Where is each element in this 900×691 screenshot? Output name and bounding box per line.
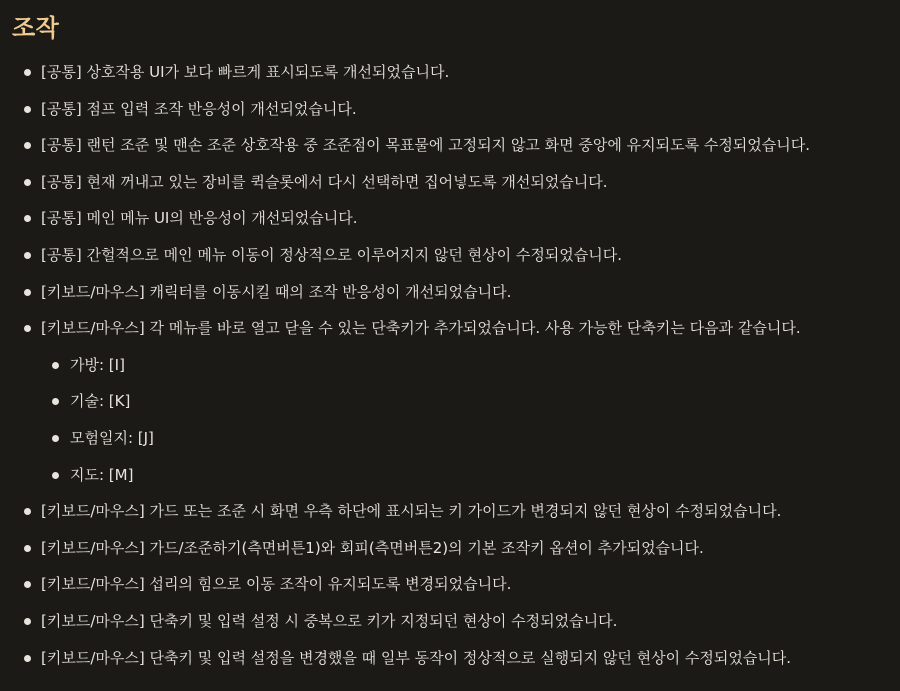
patch-notes-list xyxy=(0,54,900,676)
shortcut-list xyxy=(0,347,900,493)
list-item: [키보드/마우스] 단축키 및 입력 설정 시 중복으로 키가 지정되던 현상이 수정되었습니다. xyxy=(0,603,900,640)
list-item: [키보드/마우스] 가드 또는 조준 시 화면 우측 하단에 표시되는 키 가이드가 변경되지 않던 현상이 수정되었습니다. xyxy=(0,493,900,530)
list-item: [키보드/마우스] 캐릭터를 이동시킬 때의 조작 반응성이 개선되었습니다. xyxy=(0,274,900,311)
section-heading: 조작 xyxy=(12,14,60,42)
list-item: [공통] 메인 메뉴 UI의 반응성이 개선되었습니다. xyxy=(0,200,900,237)
list-item: [공통] 현재 꺼내고 있는 장비를 퀵슬롯에서 다시 선택하면 집어넣도록 개선되었습니다. xyxy=(0,164,900,201)
shortcut-item: 모험일지: [J] xyxy=(0,420,900,457)
list-item: [공통] 간헐적으로 메인 메뉴 이동이 정상적으로 이루어지지 않던 현상이 수정되었습니다. xyxy=(0,237,900,274)
shortcut-item: 기술: [K] xyxy=(0,383,900,420)
list-item: [공통] 상호작용 UI가 보다 빠르게 표시되도록 개선되었습니다. xyxy=(0,54,900,91)
list-item-shortcuts xyxy=(0,310,900,493)
list-item-text: [키보드/마우스] 각 메뉴를 바로 열고 닫을 수 있는 단축키가 추가되었습니다. 사용 가능한 단축키는 다음과 같습니다. xyxy=(41,319,801,338)
list-item: [키보드/마우스] 섭리의 힘으로 이동 조작이 유지되도록 변경되었습니다. xyxy=(0,566,900,603)
shortcut-item: 가방: [I] xyxy=(0,347,900,384)
list-item: [키보드/마우스] 단축키 및 입력 설정을 변경했을 때 일부 동작이 정상적으로 실행되지 않던 현상이 수정되었습니다. xyxy=(0,640,900,677)
list-item: [공통] 점프 입력 조작 반응성이 개선되었습니다. xyxy=(0,91,900,128)
list-item: [키보드/마우스] 가드/조준하기(측면버튼1)와 회피(측면버튼2)의 기본 조작키 옵션이 추가되었습니다. xyxy=(0,530,900,567)
list-item: [공통] 랜턴 조준 및 맨손 조준 상호작용 중 조준점이 목표물에 고정되지 않고 화면 중앙에 유지되도록 수정되었습니다. xyxy=(0,127,900,164)
shortcut-item: 지도: [M] xyxy=(0,457,900,494)
